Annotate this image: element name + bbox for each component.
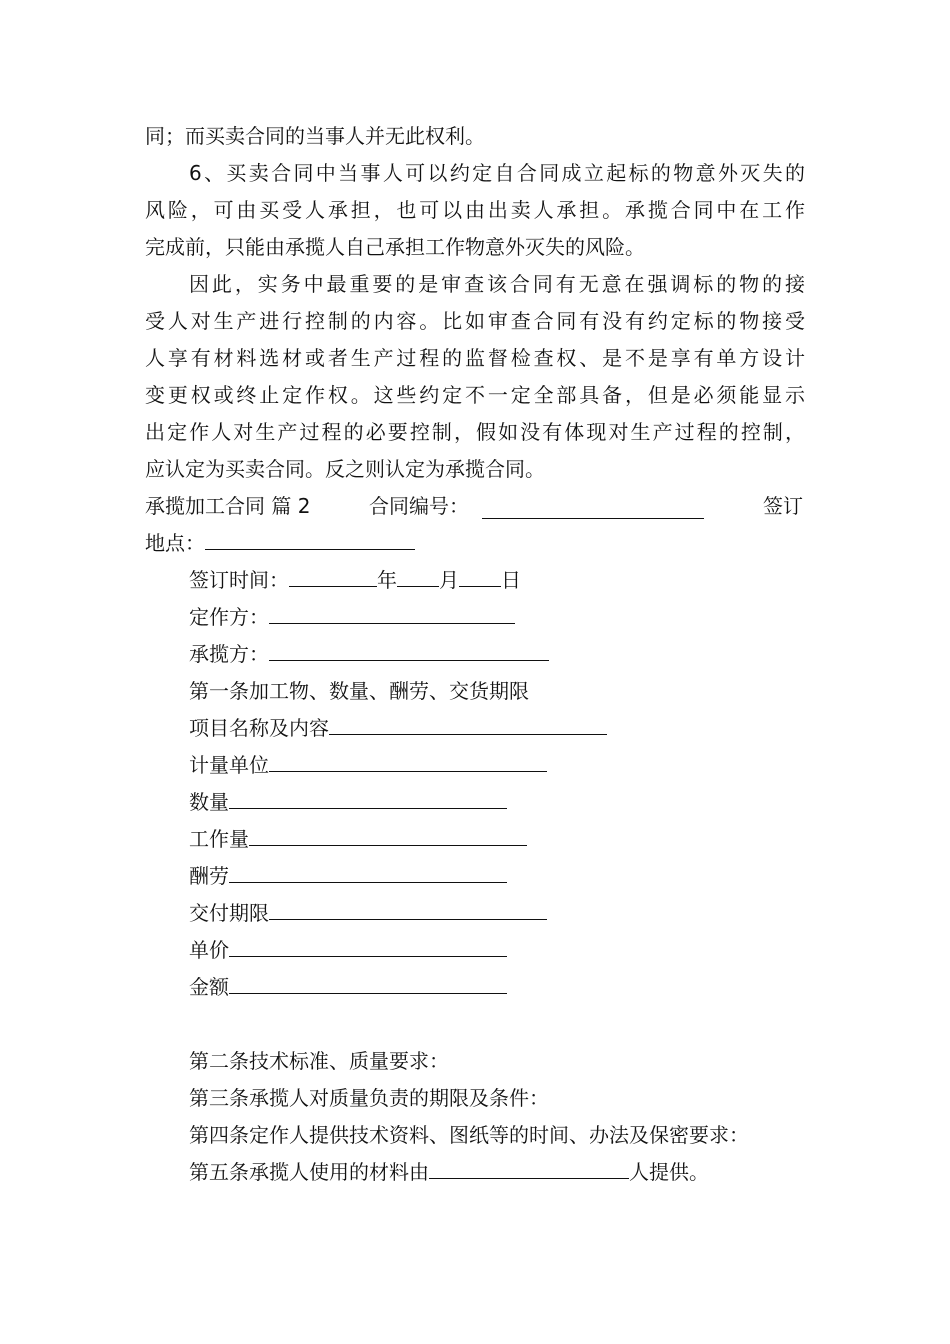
field-project-name: [189, 710, 607, 747]
article-3: 第三条承揽人对质量负责的期限及条件：: [189, 1086, 549, 1110]
paragraph-line: 同；而买卖合同的当事人并无此权利。: [145, 124, 485, 148]
sign-place-label-b: 地点：: [145, 531, 205, 555]
day-blank[interactable]: [459, 562, 501, 587]
article-5-suffix: 人提供。: [629, 1160, 709, 1184]
article-1-title: 第一条加工物、数量、酬劳、交货期限: [189, 679, 529, 703]
paragraph-line: 风险，可由买受人承担，也可以由出卖人承担。承揽合同中在工作: [145, 198, 805, 222]
field-quantity: [189, 784, 507, 821]
year-blank[interactable]: [289, 562, 377, 587]
sign-time-row: [189, 562, 521, 599]
paragraph-line: 变更权或终止定作权。这些约定不一定全部具备，但是必须能显示: [145, 383, 805, 407]
field-label: 单价: [189, 938, 229, 962]
field-amount: [189, 969, 507, 1006]
field-workload: [189, 821, 527, 858]
sign-place-blank[interactable]: [205, 525, 415, 550]
field-blank[interactable]: [229, 969, 507, 994]
field-blank[interactable]: [329, 710, 607, 735]
contractor-row: [189, 636, 549, 673]
field-delivery-period: [189, 895, 547, 932]
field-blank[interactable]: [229, 784, 507, 809]
field-label: 酬劳: [189, 864, 229, 888]
field-label: 工作量: [189, 827, 249, 851]
paragraph-line: 应认定为买卖合同。反之则认定为承揽合同。: [145, 457, 545, 481]
contractor-blank[interactable]: [269, 636, 549, 661]
contractor-label: 承揽方：: [189, 642, 269, 666]
day-label: 日: [501, 568, 521, 592]
article-5-prefix: 第五条承揽人使用的材料由: [189, 1160, 429, 1184]
article-2: 第二条技术标准、质量要求：: [189, 1049, 449, 1073]
paragraph-line: 出定作人对生产过程的必要控制，假如没有体现对生产过程的控制，: [145, 420, 805, 444]
orderer-blank[interactable]: [269, 599, 515, 624]
paragraph-line: 6、买卖合同中当事人可以约定自合同成立起标的物意外灭失的: [189, 161, 805, 185]
paragraph-line: 因此，实务中最重要的是审查该合同有无意在强调标的物的接: [189, 272, 805, 296]
paragraph-line: 受人对生产进行控制的内容。比如审查合同有没有约定标的物接受: [145, 309, 805, 333]
field-label: 计量单位: [189, 753, 269, 777]
material-provider-blank[interactable]: [429, 1154, 629, 1179]
article-5: [189, 1154, 709, 1191]
field-blank[interactable]: [269, 895, 547, 920]
field-label: 项目名称及内容: [189, 716, 329, 740]
sign-time-label: 签订时间：: [189, 568, 289, 592]
field-blank[interactable]: [229, 858, 507, 883]
field-remuneration: [189, 858, 507, 895]
field-blank[interactable]: [229, 932, 507, 957]
paragraph-line: 完成前，只能由承揽人自己承担工作物意外灭失的风险。: [145, 235, 645, 259]
orderer-label: 定作方：: [189, 605, 269, 629]
contract-title: 承揽加工合同 篇 2: [145, 494, 311, 518]
field-label: 数量: [189, 790, 229, 814]
field-unit-price: [189, 932, 507, 969]
field-blank[interactable]: [249, 821, 527, 846]
month-label: 月: [439, 568, 459, 592]
paragraph-line: 人享有材料选材或者生产过程的监督检查权、是不是享有单方设计: [145, 346, 805, 370]
field-label: 交付期限: [189, 901, 269, 925]
field-blank[interactable]: [269, 747, 547, 772]
month-blank[interactable]: [397, 562, 439, 587]
article-4: 第四条定作人提供技术资料、图纸等的时间、办法及保密要求：: [189, 1123, 749, 1147]
orderer-row: [189, 599, 515, 636]
contract-header: [145, 488, 805, 525]
year-label: 年: [377, 568, 397, 592]
sign-place-row: [145, 525, 805, 562]
field-label: 金额: [189, 975, 229, 999]
field-unit: [189, 747, 547, 784]
contract-no-label: 合同编号：: [369, 494, 469, 518]
sign-place-label-a: 签订: [763, 494, 803, 518]
